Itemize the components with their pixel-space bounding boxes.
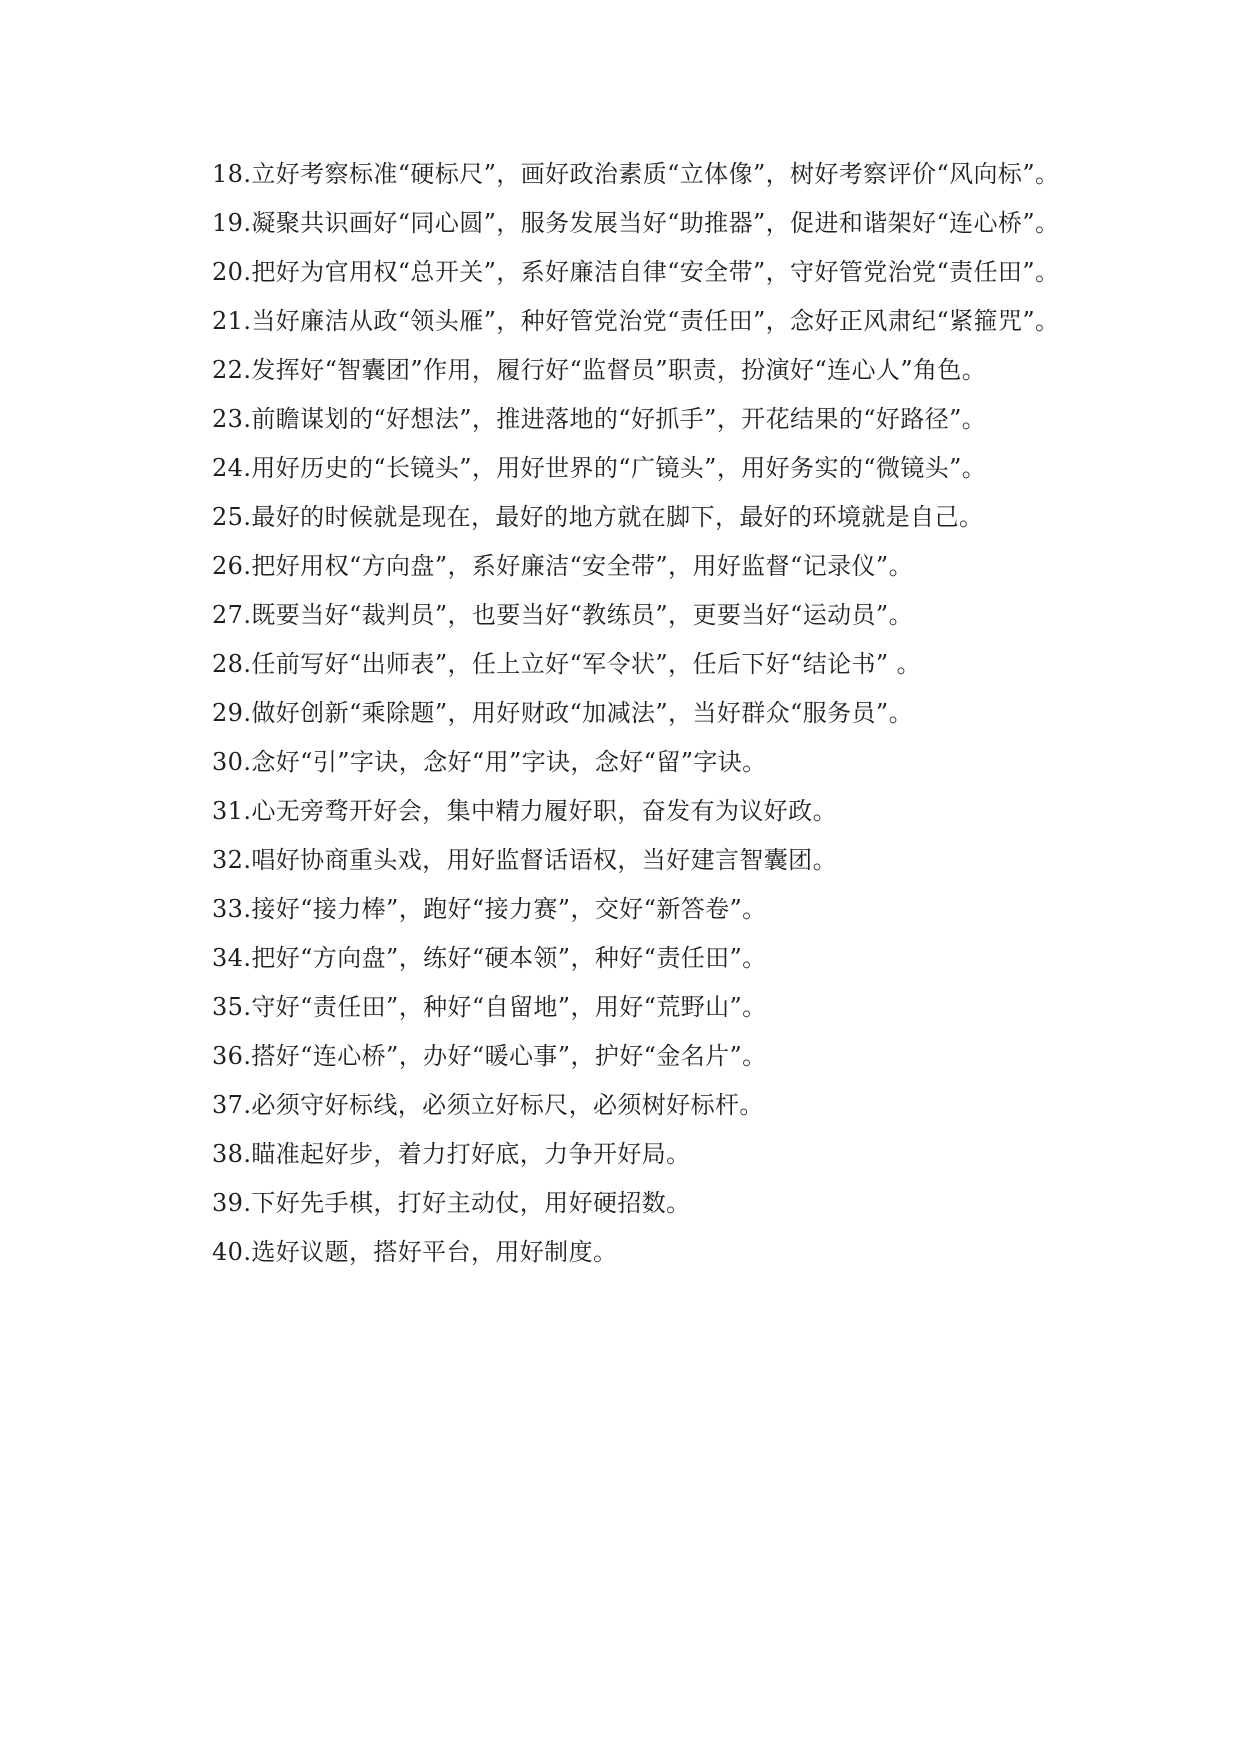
list-item-26: 26.把好用权“方向盘”，系好廉洁“安全带”，用好监督“记录仪”。 xyxy=(212,552,913,580)
list-item-36: 36.搭好“连心桥”，办好“暖心事”，护好“金名片”。 xyxy=(212,1042,767,1070)
list-item-39: 39.下好先手棋，打好主动仗，用好硬招数。 xyxy=(212,1189,691,1217)
list-item-20: 20.把好为官用权“总开关”，系好廉洁自律“安全带”，守好管党治党“责任田”。 xyxy=(212,258,1060,286)
list-item-37: 37.必须守好标线，必须立好标尺，必须树好标杆。 xyxy=(212,1091,764,1119)
list-item-30: 30.念好“引”字诀，念好“用”字诀，念好“留”字诀。 xyxy=(212,748,767,776)
list-item-35: 35.守好“责任田”，种好“自留地”，用好“荒野山”。 xyxy=(212,993,767,1021)
list-item-18: 18.立好考察标准“硬标尺”，画好政治素质“立体像”，树好考察评价“风向标”。 xyxy=(212,160,1060,188)
list-item-19: 19.凝聚共识画好“同心圆”，服务发展当好“助推器”，促进和谐架好“连心桥”。 xyxy=(212,209,1060,237)
list-item-28: 28.任前写好“出师表”，任上立好“军令状”，任后下好“结论书” 。 xyxy=(212,650,922,678)
list-item-27: 27.既要当好“裁判员”，也要当好“教练员”，更要当好“运动员”。 xyxy=(212,601,913,629)
list-item-40: 40.选好议题，搭好平台，用好制度。 xyxy=(212,1238,618,1266)
list-item-21: 21.当好廉洁从政“领头雁”，种好管党治党“责任田”，念好正风肃纪“紧箍咒”。 xyxy=(212,307,1060,335)
list-item-23: 23.前瞻谋划的“好想法”，推进落地的“好抓手”，开花结果的“好路径”。 xyxy=(212,405,987,433)
list-item-34: 34.把好“方向盘”，练好“硬本领”，种好“责任田”。 xyxy=(212,944,767,972)
list-item-24: 24.用好历史的“长镜头”，用好世界的“广镜头”，用好务实的“微镜头”。 xyxy=(212,454,987,482)
list-item-22: 22.发挥好“智囊团”作用，履行好“监督员”职责，扮演好“连心人”角色。 xyxy=(212,356,987,384)
list-item-38: 38.瞄准起好步，着力打好底，力争开好局。 xyxy=(212,1140,691,1168)
list-item-25: 25.最好的时候就是现在，最好的地方就在脚下，最好的环境就是自己。 xyxy=(212,503,984,531)
document-page xyxy=(160,158,1096,1285)
list-item-33: 33.接好“接力棒”，跑好“接力赛”，交好“新答卷”。 xyxy=(212,895,767,923)
list-item-29: 29.做好创新“乘除题”，用好财政“加减法”，当好群众“服务员”。 xyxy=(212,699,913,727)
list-item-32: 32.唱好协商重头戏，用好监督话语权，当好建言智囊团。 xyxy=(212,846,837,874)
list-item-31: 31.心无旁骛开好会，集中精力履好职，奋发有为议好政。 xyxy=(212,797,837,825)
